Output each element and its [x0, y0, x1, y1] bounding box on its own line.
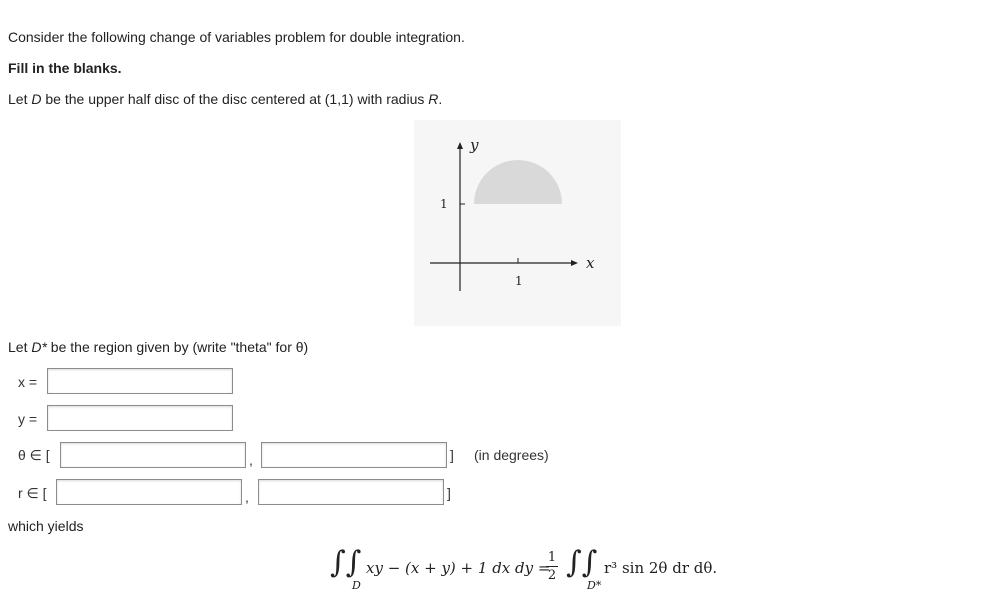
r-comma: ,: [245, 489, 249, 505]
r-close-bracket: ]: [447, 485, 451, 501]
x-axis-label: x: [586, 254, 595, 272]
theta-comma: ,: [249, 452, 253, 468]
region-right-subscript: D*: [587, 579, 602, 592]
y-expression-input[interactable]: [47, 405, 233, 431]
x-equals-label: x =: [18, 374, 38, 390]
figure-svg: [414, 120, 621, 326]
y-axis-label: y: [470, 136, 479, 154]
r-range-label: r ∈ [: [18, 485, 47, 501]
theta-lower-input[interactable]: [60, 442, 246, 468]
x-expression-input[interactable]: [47, 368, 233, 394]
r-lower-input[interactable]: [56, 479, 242, 505]
theta-close-bracket: ]: [450, 447, 454, 463]
region-dstar-symbol: D*: [31, 339, 47, 355]
intro-line-3: Let D be the upper half disc of the disc centered at (1,1) with radius R.: [8, 91, 443, 107]
instruction-fill-blanks: Fill in the blanks.: [8, 60, 122, 76]
y-axis-arrow-icon: [457, 142, 463, 149]
integrand-right: r³ sin 2θ dr dθ.: [604, 559, 718, 577]
r-upper-input[interactable]: [258, 479, 444, 505]
y-tick-label: 1: [440, 197, 448, 211]
x-axis-arrow-icon: [571, 260, 578, 266]
dstar-description: Let D* be the region given by (write "theta" for θ): [8, 339, 309, 355]
double-integral-right-icon: ∫∫: [566, 545, 598, 580]
half-disc-shape: [474, 160, 562, 204]
theta-upper-input[interactable]: [261, 442, 447, 468]
y-equals-label: y =: [18, 411, 38, 427]
integrand-left: xy − (x + y) + 1 dx dy =: [366, 559, 551, 577]
region-left-subscript: D: [352, 579, 361, 592]
x-tick-label: 1: [515, 274, 523, 288]
region-d-symbol: D: [31, 91, 42, 107]
which-yields-text: which yields: [8, 518, 84, 534]
intro-line-1: Consider the following change of variables problem for double integration.: [8, 29, 465, 45]
theta-range-label: θ ∈ [: [18, 447, 50, 463]
radius-symbol: R: [428, 91, 439, 107]
double-integral-left-icon: ∫∫: [330, 545, 362, 580]
integral-equation: [330, 545, 720, 595]
degrees-note: (in degrees): [474, 447, 549, 463]
one-half-fraction: 1 2: [547, 550, 557, 583]
half-disc-figure: [414, 120, 621, 326]
